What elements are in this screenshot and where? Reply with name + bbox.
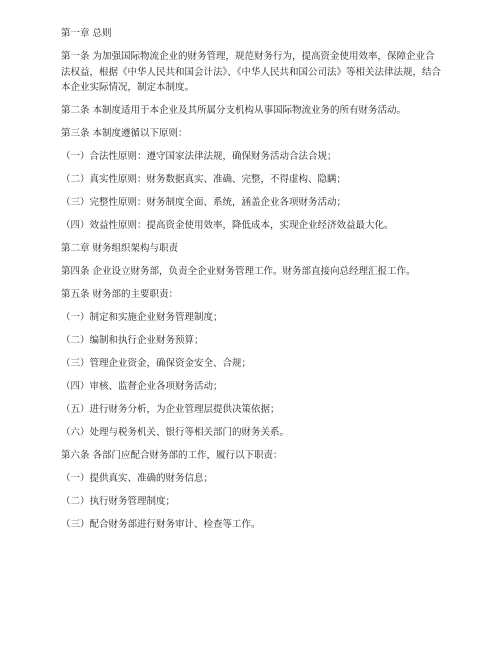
article-3-item-3: （三）完整性原则：财务制度全面、系统，涵盖企业各项财务活动； — [61, 197, 347, 208]
chapter-1-heading: 第一章 总则 — [61, 28, 112, 39]
article-3-item-1: （一）合法性原则：遵守国家法律法规，确保财务活动合法合规； — [61, 151, 337, 162]
article-5-item-1: （一）制定和实施企业财务管理制度； — [61, 312, 223, 323]
article-3: 第三条 本制度遵循以下原则： — [61, 128, 188, 139]
article-6-item-1: （一）提供真实、准确的财务信息； — [61, 473, 214, 484]
article-5-item-5: （五）进行财务分析，为企业管理层提供决策依据； — [61, 404, 280, 415]
article-6-item-2: （二）执行财务管理制度； — [61, 496, 176, 507]
document-body — [61, 26, 441, 540]
article-5-item-6: （六）处理与税务机关、银行等相关部门的财务关系。 — [61, 427, 290, 438]
chapter-2-heading: 第二章 财务组织架构与职责 — [61, 243, 179, 254]
article-1: 第一条 为加强国际物流企业的财务管理，规范财务行为，提高资金使用效率，保障企业合法权益，根据《中华人民共和国会计法》、《中华人民共和国公司法》等相关法律法规，结合本企业实际情况，制定本制度。 — [61, 51, 442, 93]
article-3-item-2: （二）真实性原则：财务数据真实、准确、完整，不得虚构、隐瞒； — [61, 174, 347, 185]
article-5-item-3: （三）管理企业资金，确保资金安全、合规； — [61, 358, 252, 369]
article-5-item-2: （二）编制和执行企业财务预算； — [61, 335, 204, 346]
article-2: 第二条 本制度适用于本企业及其所属分支机构从事国际物流业务的所有财务活动。 — [61, 105, 407, 116]
article-6: 第六条 各部门应配合财务部的工作，履行以下职责： — [61, 450, 283, 461]
article-3-item-4: （四）效益性原则：提高资金使用效率，降低成本，实现企业经济效益最大化。 — [61, 220, 394, 231]
article-5: 第五条 财务部的主要职责： — [61, 289, 179, 300]
article-6-item-3: （三）配合财务部进行财务审计、检查等工作。 — [61, 519, 261, 530]
article-4: 第四条 企业设立财务部，负责全企业财务管理工作。财务部直接向总经理汇报工作。 — [61, 266, 416, 277]
article-5-item-4: （四）审核、监督企业各项财务活动； — [61, 381, 223, 392]
